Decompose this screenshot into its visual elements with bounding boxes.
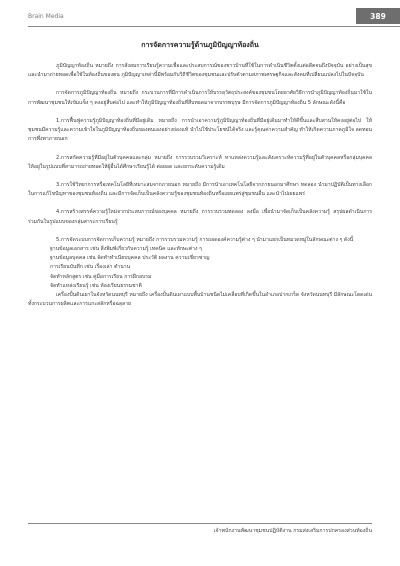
paragraph-item-1: 1.การฟื้นฟูความรู้ภูมิปัญญาท้องถิ่นที่มีอยู่เดิม หมายถึง การนำเอาความรู้ภูมิปัญญาท้องถิ่นที่มีอยู่เดิมมาทำให้ดีขึ้นและสืบสานให้คงอยู่ต่อไป ให้ชุมชนมีความรู้และความเข้าใจในภูมิปัญญาท้องถิ่นของตนเองอย่างถ่องแท้ นำไปใช้ประโยชน์ได้จริง และรู้คุณค่าความสำคัญ ทำให้เกิดความภาคภูมิใจ ลดทอนการพึ่งพาภายนอก: [28, 117, 372, 143]
page-title: การจัดการความรู้ด้านภูมิปัญญาท้องถิ่น: [141, 41, 259, 49]
footer-text: เจ้าพนักงานพัฒนาชุมชนปฏิบัติงาน กรมส่งเสริมการปกครองส่วนท้องถิ่น: [213, 528, 372, 534]
header-rule: [28, 26, 400, 27]
paragraph-item-2: 2.การสกัดความรู้ที่มีอยู่ในตัวบุคคลและกลุ่ม หมายถึง การรวบรวมวิเคราะห์ หาแหล่งความรู้และสังเคราะห์ความรู้ที่อยู่ในตัวบุคคลหรือกลุ่มบุคคลให้อยู่ในรูปแบบที่สามารถถ่ายทอดให้ผู้อื่นได้ศึกษาเรียนรู้ได้ ต่อยอด และยกระดับความรู้เดิม: [28, 154, 372, 170]
paragraph-item-5: 5.การจัดระบบการจัดการเก็บความรู้ หมายถึง การรวบรวมความรู้ การถอดองค์ความรู้ต่าง ๆ นำมาแยกเป็นหมวดหมู่ในลักษณะต่าง ๆ ดังนี้: [56, 236, 354, 243]
document-body: [28, 62, 372, 318]
header-brand: Brain Media: [28, 13, 64, 20]
category-item: การเรียนบันทึก เช่น เรื่องเล่า ตำนาน: [50, 264, 131, 271]
page-number: 389: [370, 11, 386, 21]
paragraph-management: การจัดการภูมิปัญญาท้องถิ่น หมายถึง กระบวนการที่มีการดำเนินการให้บรรลุวัตถุประสงค์ของชุมชนโดยอาศัยวิธีการนำภูมิปัญญาท้องถิ่นมาใช้ในการพัฒนาชุมชนให้เข้มแข็ง ๆ คงอยู่สืบต่อไป และทำให้ภูมิปัญญาท้องถิ่นที่สืบทอดมาจากบรรพบุรุษ มีการจัดการภูมิปัญญาท้องถิ่น 5 ลักษณะดังนี้คือ: [28, 90, 372, 106]
category-item: จัดทำแหล่งเรียนรู้ เช่น ห้องเรียนธรรมชาติ: [50, 282, 142, 289]
paragraph-closing: เครื่องปั้นดินเผาในจังหวัดนนทบุรี หมายถึง เครื่องปั้นดินเผาแบบพื้นบ้านชนิดไม่เคลือบที่เกิดขึ้นในอำเภอปากเกร็ด จังหวัดนนทบุรี มีลักษณะโดดเด่นทั้งกระบวนการผลิตและการแกะสลักหรือฉลุลาย: [28, 291, 372, 307]
category-item: จัดทำหลักสูตร เช่น คู่มือการเรียน การฝึกอบรม: [50, 273, 152, 280]
category-item: ฐานข้อมูลเอกสาร เช่น สิ่งพิมพ์เกี่ยวกับความรู้ เทคนิค และทักษะต่าง ๆ: [50, 246, 202, 253]
footer-rule: [28, 523, 372, 524]
paragraph-item-3: 3.การใช้วิทยาการหรือเทคโนโลยีที่เหมาะสมจากภายนอก หมายถึง มีการนำเอาเทคโนโลยีจากภายนอกมาศึกษา ทดลอง นำมาปฏิบัติเป็นทางเลือกในการแก้ไขปัญหาของชุมชนท้องถิ่น และมีการจัดเก็บเป็นคลังความรู้ของชุมชนท้องถิ่นหรือเผยแพร่สู่ชุมชนอื่น และนำไปเผยแพร่: [28, 181, 372, 198]
category-item: ฐานข้อมูลบุคคล เช่น จัดทำทำเนียบบุคคล ประวัติ ผลงาน ความเชี่ยวชาญ: [50, 255, 210, 262]
page-number-badge: [356, 8, 400, 24]
paragraph-item-4: 4.การสร้างสรรค์ความรู้ใหม่จากประสบการณ์ของบุคคล หมายถึง การรวบรวมทดลอง ลงมือ เพื่อนำมาจัดเก็บเป็นคลังความรู้ สรุปผลดำเนินการร่วมกันในรูปแบบของกลุ่มสาระการเรียนรู้: [28, 209, 372, 225]
paragraph-intro: ภูมิปัญญาท้องถิ่น หมายถึง การสั่งสมการเรียนรู้ความเชื่อและประสบการณ์ของชาวบ้านที่ใช้ในการดำเนินชีวิตตั้งแต่อดีตจนถึงปัจจุบัน อย่างเป็นสุข และนำมาถ่ายทอดเพื่อใช้ในท้องถิ่นของตน ภูมิปัญญาเหล่านี้มีพร้อมกับวิถีชีวิตของชุมชนและปรับตัวตามสภาพเศรษฐกิจและสังคมที่เปลี่ยนแปลงไปในปัจจุบัน: [28, 63, 372, 79]
